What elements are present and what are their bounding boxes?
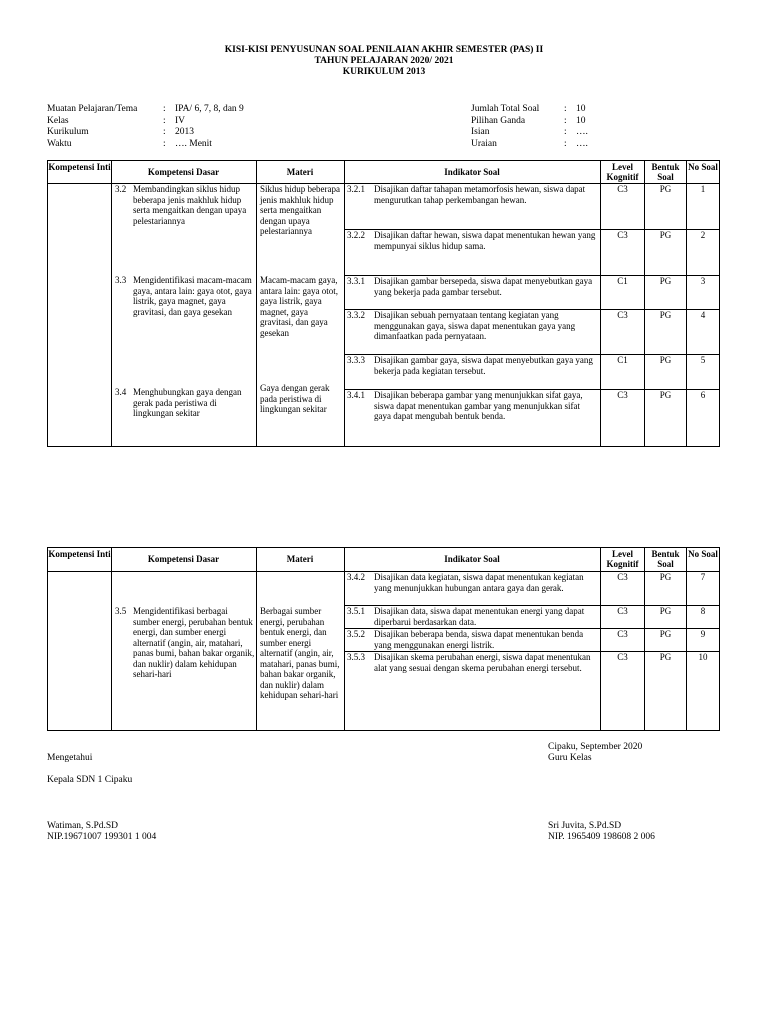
kd-text: Membandingkan siklus hidup beberapa jenis makhluk hidup serta mengaitkan dengan upaya pelestariannya — [133, 184, 247, 226]
info-row-isian — [471, 127, 671, 139]
mengetahui-label: Mengetahui — [47, 753, 93, 763]
no-soal: 8 — [700, 606, 706, 616]
indikator-row — [347, 572, 599, 593]
info-label: Kelas — [47, 115, 69, 126]
info-separator: : — [564, 115, 567, 126]
info-row-pilihan-ganda — [471, 116, 671, 128]
info-label: Jumlah Total Soal — [471, 104, 540, 114]
kepala-sekolah-nip: NIP.19671007 199301 1 004 — [47, 832, 157, 842]
kisi-kisi-table-1 — [47, 160, 720, 447]
info-row-muatan — [47, 104, 307, 116]
kd-item — [115, 184, 253, 226]
info-value: …. — [576, 138, 588, 149]
materi-text: Berbagai sumber energi, perubahan bentuk energi, dan sumber energi alternatif (angin, air, matahari, panas bumi, bahan bakar organik, dan nuklir) dalam kehidupan sehari-hari — [260, 606, 340, 700]
info-separator: : — [564, 104, 567, 114]
header-level-kognitif: Level Kognitif — [606, 549, 639, 569]
info-row-waktu — [47, 139, 307, 151]
header-no-soal: No Soal — [688, 162, 718, 172]
indikator-text: Disajikan data, siswa dapat menentukan energi yang dapat diperbarui berdasarkan data. — [374, 606, 585, 627]
indikator-text: Disajikan daftar tahapan metamorfosis hewan, siswa dapat mengurutkan tahap perkembangan hewan. — [374, 184, 586, 205]
no-soal: 10 — [698, 652, 708, 662]
info-left-block — [47, 104, 307, 150]
info-value: …. — [576, 127, 588, 137]
indikator-row — [347, 310, 599, 342]
indikator-text: Disajikan daftar hewan, siswa dapat menentukan hewan yang mempunyai siklus hidup sama. — [374, 230, 596, 251]
header-level-kognitif: Level Kognitif — [606, 162, 639, 182]
info-value: IPA/ 6, 7, 8, dan 9 — [175, 104, 244, 114]
level-kognitif: C3 — [617, 184, 628, 194]
bentuk-soal: PG — [659, 652, 672, 662]
indikator-number: 3.5.1 — [347, 606, 365, 616]
guru-kelas-nip: NIP. 1965409 198608 2 006 — [548, 832, 655, 842]
header-kompetensi-inti: Kompetensi Inti — [48, 549, 111, 559]
bentuk-soal: PG — [659, 310, 672, 320]
header-kompetensi-dasar: Kompetensi Dasar — [147, 167, 220, 177]
info-separator: : — [163, 127, 166, 137]
kd-text: Mengidentifikasi macam-macam gaya, antara lain: gaya otot, gaya listrik, gaya magnet, gaya gravitasi, dan gaya gesekan — [133, 275, 252, 317]
bentuk-soal: PG — [659, 629, 672, 639]
no-soal: 4 — [700, 310, 706, 320]
kisi-kisi-table-2 — [47, 547, 720, 731]
indikator-row — [347, 230, 599, 251]
indikator-text: Disajikan skema perubahan energi, siswa dapat menentukan alat yang sesuai dengan skema perubahan energi tersebut. — [374, 652, 591, 673]
info-separator: : — [163, 115, 166, 126]
indikator-row — [347, 184, 599, 205]
indikator-text: Disajikan beberapa gambar yang menunjukkan sifat gaya, siswa dapat menentukan gambar yang menunjukkan sifat gaya dapat mengubah bentuk benda. — [374, 390, 583, 421]
indikator-number: 3.2.1 — [347, 184, 365, 194]
indikator-number: 3.3.3 — [347, 355, 365, 365]
info-label: Isian — [471, 127, 490, 137]
info-label: Pilihan Ganda — [471, 115, 526, 126]
indikator-row — [347, 652, 599, 673]
level-kognitif: C1 — [617, 355, 628, 365]
indikator-text: Disajikan beberapa benda, siswa dapat menentukan benda yang menggunakan energi listrik. — [374, 629, 584, 650]
header-indikator-soal: Indikator Soal — [444, 554, 500, 564]
bentuk-soal: PG — [659, 230, 672, 240]
no-soal: 9 — [700, 629, 706, 639]
indikator-text: Disajikan sebuah pernyataan tentang kegiatan yang menggunakan gaya, siswa dapat menentukan gaya yang dimanfaatkan pada pernyataan. — [374, 310, 576, 341]
info-row-kelas — [47, 116, 307, 128]
level-kognitif: C1 — [617, 276, 628, 286]
info-value: 10 — [576, 115, 586, 126]
info-label: Uraian — [471, 138, 497, 149]
kd-text: Menghubungkan gaya dengan gerak pada peristiwa di lingkungan sekitar — [133, 387, 242, 418]
guru-kelas-name: Sri Juvita, S.Pd.SD — [548, 821, 622, 831]
info-value: IV — [175, 115, 186, 126]
header-materi: Materi — [286, 554, 314, 564]
kd-number: 3.4 — [115, 387, 127, 397]
info-row-jumlah-soal — [471, 104, 671, 116]
info-separator: : — [564, 127, 567, 137]
level-kognitif: C3 — [617, 310, 628, 320]
bentuk-soal: PG — [659, 606, 672, 616]
kepala-sekolah-name: Watiman, S.Pd.SD — [47, 821, 119, 831]
kd-item — [115, 606, 255, 680]
indikator-text: Disajikan gambar bersepeda, siswa dapat menyebutkan gaya yang bekerja pada gambar tersebut. — [374, 276, 593, 297]
indikator-row — [347, 355, 599, 376]
bentuk-soal: PG — [659, 390, 672, 400]
info-label: Waktu — [47, 138, 72, 149]
place-date: Cipaku, September 2020 — [548, 742, 643, 752]
info-row-uraian — [471, 139, 671, 151]
level-kognitif: C3 — [617, 390, 628, 400]
indikator-text: Disajikan data kegiatan, siswa dapat menentukan kegiatan yang menunjukkan hubungan antara gaya dan gerak. — [374, 572, 584, 593]
document-title-line-2: TAHUN PELAJARAN 2020/ 2021 — [314, 56, 454, 66]
materi-text: Macam-macam gaya, antara lain: gaya otot, gaya listrik, gaya magnet, gaya gravitasi, dan gaya gesekan — [260, 275, 338, 338]
header-indikator-soal: Indikator Soal — [444, 167, 500, 177]
no-soal: 2 — [700, 230, 706, 240]
info-label: Muatan Pelajaran/Tema — [47, 104, 138, 114]
guru-kelas-label: Guru Kelas — [548, 753, 592, 763]
header-kompetensi-dasar: Kompetensi Dasar — [147, 554, 220, 564]
bentuk-soal: PG — [659, 276, 672, 286]
indikator-number: 3.4.1 — [347, 390, 365, 400]
indikator-number: 3.5.3 — [347, 652, 365, 662]
no-soal: 7 — [700, 572, 706, 582]
no-soal: 3 — [700, 276, 706, 286]
kd-item — [115, 387, 255, 419]
no-soal: 1 — [700, 184, 706, 194]
info-row-kurikulum — [47, 127, 307, 139]
kd-item — [115, 275, 253, 317]
bentuk-soal: PG — [659, 572, 672, 582]
kd-number: 3.5 — [115, 606, 127, 616]
info-value: 2013 — [175, 127, 194, 137]
indikator-number: 3.3.2 — [347, 310, 365, 320]
kd-number: 3.3 — [115, 275, 127, 285]
no-soal: 6 — [700, 390, 706, 400]
level-kognitif: C3 — [617, 652, 628, 662]
info-value: 10 — [576, 104, 586, 114]
bentuk-soal: PG — [659, 355, 672, 365]
info-right-block — [471, 104, 671, 150]
no-soal: 5 — [700, 355, 706, 365]
materi-text: Siklus hidup beberapa jenis makhluk hidup serta mengaitkan dengan upaya pelestariannya — [260, 184, 340, 236]
indikator-number: 3.5.2 — [347, 629, 365, 639]
kd-text: Mengidentifikasi berbagai sumber energi, perubahan bentuk energi, dan sumber energi alternatif (angin, air, matahari, panas bumi, bahan bakar organik, dan nuklir) dalam kehidupan sehari-hari — [133, 606, 255, 679]
header-bentuk-soal: Bentuk Soal — [651, 162, 680, 182]
level-kognitif: C3 — [617, 629, 628, 639]
indikator-text: Disajikan gambar gaya, siswa dapat menyebutkan gaya yang bekerja pada kegiatan tersebut. — [374, 355, 593, 376]
indikator-number: 3.2.2 — [347, 230, 365, 240]
materi-text: Gaya dengan gerak pada peristiwa di lingkungan sekitar — [260, 383, 330, 414]
level-kognitif: C3 — [617, 606, 628, 616]
header-materi: Materi — [286, 167, 314, 177]
level-kognitif: C3 — [617, 572, 628, 582]
header-kompetensi-inti: Kompetensi Inti — [48, 162, 111, 172]
indikator-row — [347, 276, 599, 297]
indikator-number: 3.3.1 — [347, 276, 365, 286]
document-title-line-1: KISI-KISI PENYUSUNAN SOAL PENILAIAN AKHIR SEMESTER (PAS) II — [224, 45, 544, 55]
info-separator: : — [163, 104, 166, 114]
kepala-sekolah-label: Kepala SDN 1 Cipaku — [47, 775, 133, 785]
document-title-line-3: KURIKULUM 2013 — [342, 67, 426, 77]
indikator-row — [347, 390, 599, 422]
bentuk-soal: PG — [659, 184, 672, 194]
indikator-row — [347, 606, 599, 627]
indikator-row — [347, 629, 599, 650]
info-value: …. Menit — [175, 138, 212, 149]
level-kognitif: C3 — [617, 230, 628, 240]
info-separator: : — [163, 138, 166, 149]
indikator-number: 3.4.2 — [347, 572, 365, 582]
kd-number: 3.2 — [115, 184, 127, 194]
header-bentuk-soal: Bentuk Soal — [651, 549, 680, 569]
header-no-soal: No Soal — [688, 549, 718, 559]
info-label: Kurikulum — [47, 127, 89, 137]
info-separator: : — [564, 138, 567, 149]
